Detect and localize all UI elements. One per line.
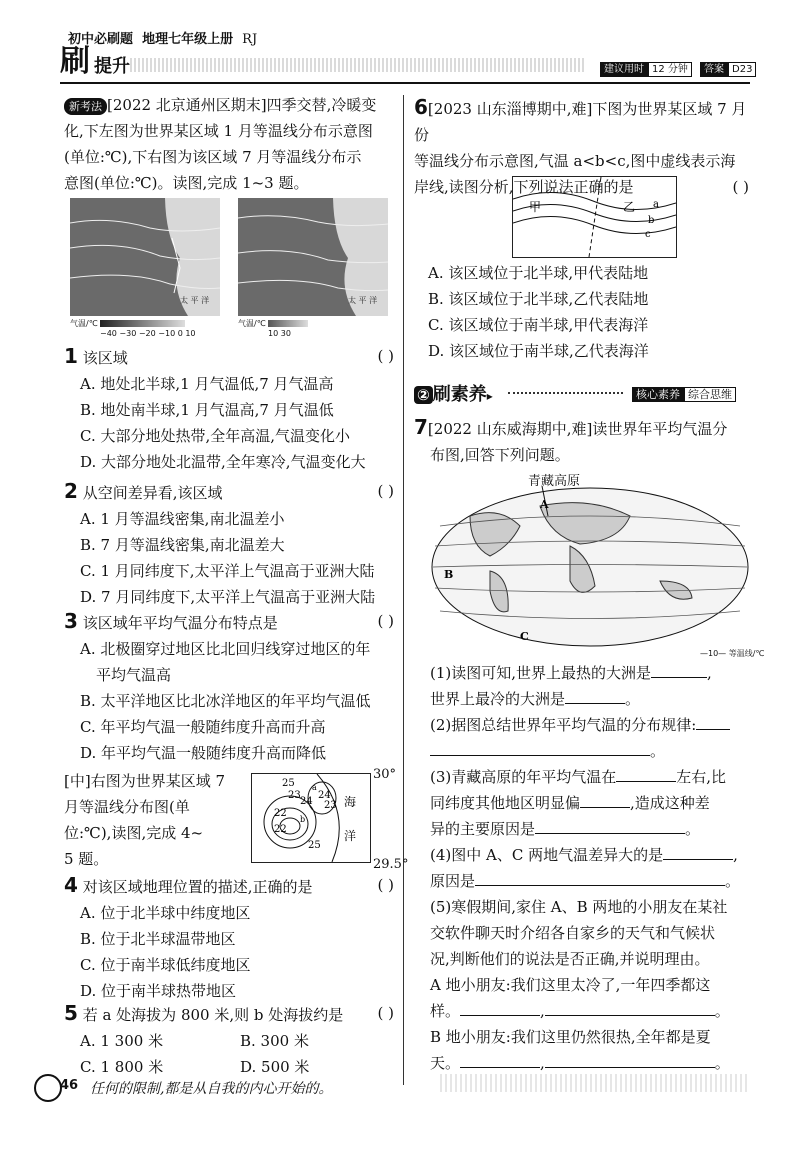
option-5d[interactable]: D. 500 米 [240,1058,310,1076]
option-4a[interactable]: A. 位于北半球中纬度地区 [80,904,251,922]
question-7-stem: 7[2022 山东威海期中,难]读世界年平均气温分 布图,回答下列问题。 [414,415,728,464]
svg-text:24: 24 [300,796,313,807]
blank-plateau-reason[interactable] [535,817,685,834]
question-3: 3 该区域年平均气温分布特点是 ( ) A. 北极圈穿过地区比北回归线穿过地区的年 平均气温高 B. 太平洋地区比北冰洋地区的年平均气温低 C. 年平均气温一般随纬度升高而升高 D. 年平均气温一般随纬度升高而降低 [64,608,394,766]
blank-ac-difference[interactable] [663,843,733,860]
map-july-isotherms [238,198,388,316]
question-7-subquestions: (1)读图可知,世界上最热的大洲是 , 世界上最冷的大洲是 。 (2)据图总结世界年平均气温的分布规律: 。 (3)青藏高原的年平均气温在 左右,比 同纬度其他地区明显偏 ,造成这种差 异的主要原因是 。 (4)图中 A、C 两地气温差异大的是 , 原因是 。 (5)寒假期间,家住 A、B 两地的小朋友在某社 交软件聊天时介绍各自家乡的天气和气候状 况,判断他们的说法是否正确,并说明理由。 A 地小朋友:我们这里太冷了,一年四季都这 样。 , 。 B 地小朋友:我们这里仍然很热,全年都是夏 天。 , 。 [430,660,750,1076]
option-3c[interactable]: C. 年平均气温一般随纬度升高而升高 [80,718,326,736]
fig-lat-top: 30° [373,767,397,782]
footer-motto: 任何的限制,都是从自我的内心开始的。 [90,1081,333,1097]
answer-bracket-1[interactable]: ( ) [377,347,394,365]
option-6c[interactable]: C. 该区域位于南半球,甲代表海洋 [428,316,649,334]
header-time-badge: 建议用时 12 分钟 [600,57,692,77]
map-label-qinghai-tibet: 青藏高原 [528,474,581,489]
legend-july: 气温/℃ 10 30 [238,318,308,338]
option-1b[interactable]: B. 地处南半球,1 月气温高,7 月气温低 [80,401,334,419]
footer-logo-icon [34,1074,62,1102]
option-6d[interactable]: D. 该区域位于南半球,乙代表海洋 [428,342,649,360]
tag-new-method: 新考法 [64,98,107,115]
intro-1-3: 新考法 [2022 北京通州区期末]四季交替,冷暖变 化,下左图为世界某区域 1 月等温线分布示意图 (单位:℃),下右图为该区域 7 月等温线分布示 意图(单位:℃)。读图,完成 1~3 题。 [64,96,377,192]
header-series: 初中必刷题 地理七年级上册 RJ [68,32,258,47]
subq-7-4: (4)图中 A、C 两地气温差异大的是 , [430,842,750,868]
option-6b[interactable]: B. 该区域位于北半球,乙代表陆地 [428,290,649,308]
option-1a[interactable]: A. 地处北半球,1 月气温低,7 月气温高 [80,375,334,393]
option-5c[interactable]: C. 1 800 米 [80,1058,164,1076]
legend-january: 气温/℃ −40 −30 −20 −10 0 10 [70,319,196,338]
page-number: 46 [60,1078,79,1093]
blank-b-judgement[interactable] [460,1051,540,1068]
svg-text:22: 22 [274,808,287,819]
option-5b[interactable]: B. 300 米 [240,1032,309,1050]
section-icon: ② [414,386,433,404]
option-3a[interactable]: A. 北极圈穿过地区比北回归线穿过地区的年 [80,640,371,658]
answer-bracket-6[interactable]: ( ) [732,178,749,196]
option-3b[interactable]: B. 太平洋地区比北冰洋地区的年平均气温低 [80,692,371,710]
blank-coldest-continent[interactable] [565,687,625,704]
blank-hottest-continent[interactable] [651,661,707,678]
header-answer-badge: 答案 D23 [700,57,756,77]
svg-text:22: 22 [274,824,287,835]
blank-b-reason[interactable] [545,1051,715,1068]
svg-text:乙: 乙 [623,200,636,214]
option-6a[interactable]: A. 该区域位于北半球,甲代表陆地 [428,264,649,282]
section-header-shua-tisheng: 刷 提升 [60,44,130,79]
subq-7-3: (3)青藏高原的年平均气温在 左右,比 [430,764,750,790]
svg-text:24: 24 [318,790,331,801]
question-2: 2 从空间差异看,该区域 ( ) A. 1 月等温线密集,南北温差小 B. 7 月等温线密集,南北温差大 C. 1 月同纬度下,太平洋上气温高于亚洲大陆 D. 7 月同纬度下,太平洋上气温高于亚洲大陆 [64,478,394,610]
svg-text:洋: 洋 [344,829,357,843]
svg-text:C: C [520,630,529,643]
option-1c[interactable]: C. 大部分地处热带,全年高温,气温变化小 [80,427,351,445]
svg-text:25: 25 [308,840,321,851]
answer-bracket-2[interactable]: ( ) [377,482,394,500]
option-2c[interactable]: C. 1 月同纬度下,太平洋上气温高于亚洲大陆 [80,562,375,580]
figure-isotherm-4-5 [251,773,371,863]
map-legend: —10— 等温线/℃ [700,649,765,658]
option-4c[interactable]: C. 位于南半球低纬度地区 [80,956,251,974]
blank-ac-reason[interactable] [475,869,725,886]
column-divider [403,95,404,1085]
svg-text:太 平 洋: 太 平 洋 [348,296,378,305]
svg-text:b: b [300,815,306,824]
map-january-isotherms [70,198,220,316]
svg-text:23: 23 [324,800,337,811]
figure-q6-isotherms [512,176,677,258]
svg-text:25: 25 [282,778,295,789]
footer-decor [440,1074,750,1092]
svg-text:A: A [540,498,549,511]
option-4d[interactable]: D. 位于南半球热带地区 [80,982,237,1000]
option-2a[interactable]: A. 1 月等温线密集,南北温差小 [80,510,285,528]
section-shua-suyang: ② 刷素养▸ [414,380,493,406]
section-badges: 核心素养 综合思维 [632,383,736,402]
header-rule [60,82,750,84]
question-6-options [428,260,748,364]
subq-7-5: (5)寒假期间,家住 A、B 两地的小朋友在某社 [430,898,728,916]
blank-a-reason[interactable] [545,999,715,1016]
section-dotted-rule [508,392,623,394]
svg-text:a: a [312,783,317,792]
option-4b[interactable]: B. 位于北半球温带地区 [80,930,236,948]
svg-text:23: 23 [288,790,301,801]
svg-text:海: 海 [344,795,357,809]
option-5a[interactable]: A. 1 300 米 [80,1032,164,1050]
blank-plateau-deviation[interactable] [580,791,630,808]
answer-bracket-3[interactable]: ( ) [377,612,394,630]
blank-plateau-temp[interactable] [616,765,676,782]
subq-7-1: (1)读图可知,世界上最热的大洲是 , [430,660,750,686]
fig-lat-bottom: 29.5° [373,857,409,872]
answer-bracket-5[interactable]: ( ) [377,1004,394,1022]
blank-distribution-rule-2[interactable] [430,739,650,756]
blank-a-judgement[interactable] [460,999,540,1016]
blank-distribution-rule-1[interactable] [696,713,730,730]
subq-7-2: (2)据图总结世界年平均气温的分布规律: [430,712,750,738]
question-4: 4 对该区域地理位置的描述,正确的是 ( ) A. 位于北半球中纬度地区 B. 位于北半球温带地区 C. 位于南半球低纬度地区 D. 位于南半球热带地区 [64,872,394,1004]
svg-text:B: B [444,568,454,581]
intro-4-5: [中]右图为世界某区域 7 月等温线分布图(单 位:℃),读图,完成 4~ 5 题。 [64,772,226,868]
option-2b[interactable]: B. 7 月等温线密集,南北温差大 [80,536,285,554]
header-decor-bar [130,58,585,72]
svg-text:b: b [648,215,655,226]
svg-text:太 平 洋: 太 平 洋 [180,296,210,305]
option-3d[interactable]: D. 年平均气温一般随纬度升高而降低 [80,744,327,762]
svg-text:甲: 甲 [529,200,542,214]
world-temperature-map [430,486,750,648]
question-1: 1 该区域 ( ) A. 地处北半球,1 月气温低,7 月气温高 B. 地处南半球,1 月气温高,7 月气温低 C. 大部分地处热带,全年高温,气温变化小 D. 大部分地处北温带,全年寒冷,气温变化大 [64,343,394,475]
svg-text:c: c [645,229,651,240]
answer-bracket-4[interactable]: ( ) [377,876,394,894]
option-2d[interactable]: D. 7 月同纬度下,太平洋上气温高于亚洲大陆 [80,588,376,606]
option-1d[interactable]: D. 大部分地处北温带,全年寒冷,气温变化大 [80,453,366,471]
question-6: 6[2023 山东淄博期中,难]下图为世界某区域 7 月份 等温线分布示意图,气温 a<b<c,图中虚线表示海 岸线,读图分析,下列说法正确的是 ( ) [414,94,749,200]
question-5: 5 若 a 处海拔为 800 米,则 b 处海拔约是 ( ) A. 1 300 米 B. 300 米 C. 1 800 米 D. 500 米 [64,1000,394,1080]
svg-text:a: a [653,199,659,210]
